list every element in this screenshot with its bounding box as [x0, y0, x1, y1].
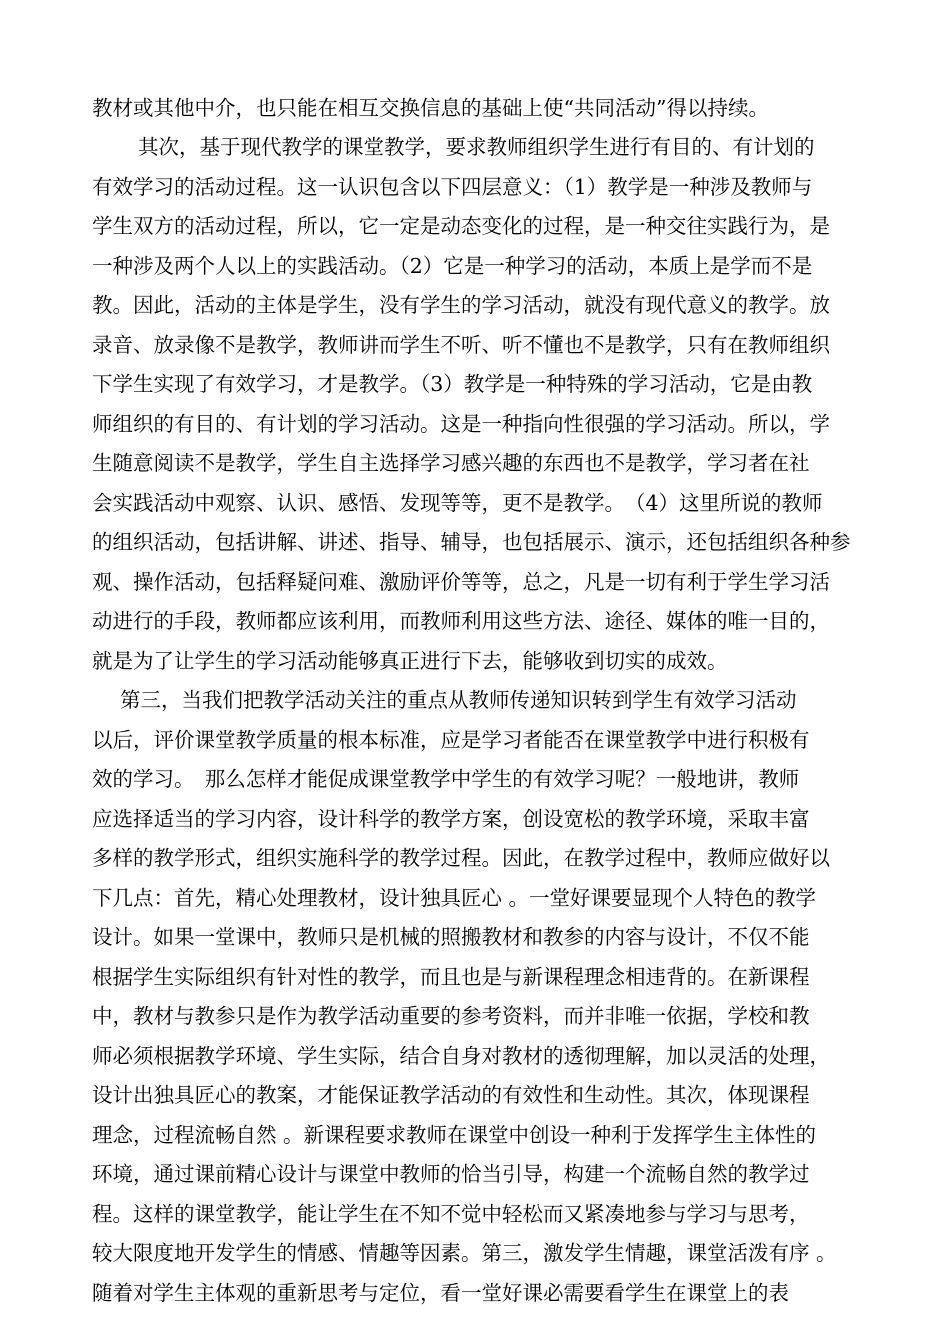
text-line: 师组织的有目的、有计划的学习活动。这是一种指向性很强的学习活动。所以，学	[92, 412, 830, 436]
text-line: 观、操作活动，包括释疑问难、激励评价等等，总之，凡是一切有利于学生学习活	[92, 570, 830, 594]
text-line: 有效学习的活动过程。这一认识包含以下四层意义：（1）教学是一种涉及教师与	[92, 175, 813, 199]
paragraph-first-line: 其次，基于现代教学的课堂教学，要求教师组织学生进行有目的、有计划的	[138, 135, 815, 159]
paragraph-first-line: 第三，当我们把教学活动关注的重点从教师传递知识转到学生有效学习活动	[120, 688, 797, 712]
text-line: 学生双方的活动过程，所以，它一定是动态变化的过程，是一种交往实践行为，是	[92, 214, 830, 238]
text-line: 一种涉及两个人以上的实践活动。（2）它是一种学习的活动，本质上是学而不是	[92, 254, 813, 278]
text-line: 效的学习。 那么怎样才能促成课堂教学中学生的有效学习呢？一般地讲，教师	[92, 767, 800, 791]
text-line: 以后，评价课堂教学质量的根本标准，应是学习者能否在课堂教学中进行积极有	[92, 728, 810, 752]
text-line: 设计出独具匠心的教案，才能保证教学活动的有效性和生动性。其次，体现课程	[92, 1083, 810, 1107]
text-line: 动进行的手段，教师都应该利用，而教师利用这些方法、途径、媒体的唯一目的，	[92, 609, 830, 633]
text-line: 环境，通过课前精心设计与课堂中教师的恰当引导，构建一个流畅自然的教学过	[92, 1162, 810, 1186]
text-line: 中，教材与教参只是作为教学活动重要的参考资料，而并非唯一依据，学校和教	[92, 1004, 810, 1028]
text-line: 应选择适当的学习内容，设计科学的教学方案，创设宽松的教学环境，采取丰富	[92, 807, 810, 831]
text-line: 录音、放录像不是教学，教师讲而学生不听、听不懂也不是教学，只有在教师组织	[92, 333, 830, 357]
text-line: 师必须根据教学环境、学生实际，结合自身对教材的透彻理解，加以灵活的处理，	[92, 1044, 830, 1068]
text-line: 会实践活动中观察、认识、感悟、发现等等，更不是教学。 （4）这里所说的教师	[92, 491, 823, 515]
text-line: 较大限度地开发学生的情感、情趣等因素。第三，激发学生情趣，课堂活泼有序 。	[92, 1241, 837, 1265]
text-line: 下学生实现了有效学习，才是教学。（3）教学是一种特殊的学习活动，它是由教	[92, 372, 813, 396]
text-line: 根据学生实际组织有针对性的教学，而且也是与新课程理念相违背的。在新课程	[92, 965, 810, 989]
text-line: 随着对学生主体观的重新思考与定位，看一堂好课必需要看学生在课堂上的表	[92, 1281, 789, 1305]
text-line: 下几点：首先，精心处理教材，设计独具匠心 。一堂好课要显现个人特色的教学	[92, 886, 817, 910]
text-line: 教材或其他中介，也只能在相互交换信息的基础上使“共同活动”得以持续。	[92, 96, 769, 120]
text-line: 生随意阅读不是教学，学生自主选择学习感兴趣的东西也不是教学，学习者在社	[92, 451, 810, 475]
text-line: 设计。如果一堂课中，教师只是机械的照搬教材和教参的内容与设计，不仅不能	[92, 925, 810, 949]
text-line: 的组织活动，包括讲解、讲述、指导、辅导，也包括展示、演示，还包括组织各种参	[92, 530, 851, 554]
text-line: 多样的教学形式，组织实施科学的教学过程。因此，在教学过程中，教师应做好以	[92, 846, 830, 870]
text-line: 教。因此，活动的主体是学生，没有学生的学习活动，就没有现代意义的教学。放	[92, 293, 830, 317]
text-line: 理念，过程流畅自然 。新课程要求教师在课堂中创设一种利于发挥学生主体性的	[92, 1123, 817, 1147]
text-line: 就是为了让学生的学习活动能够真正进行下去，能够收到切实的成效。	[92, 649, 728, 673]
text-line: 程。这样的课堂教学，能让学生在不知不觉中轻松而又紧凑地参与学习与思考，	[92, 1202, 810, 1226]
